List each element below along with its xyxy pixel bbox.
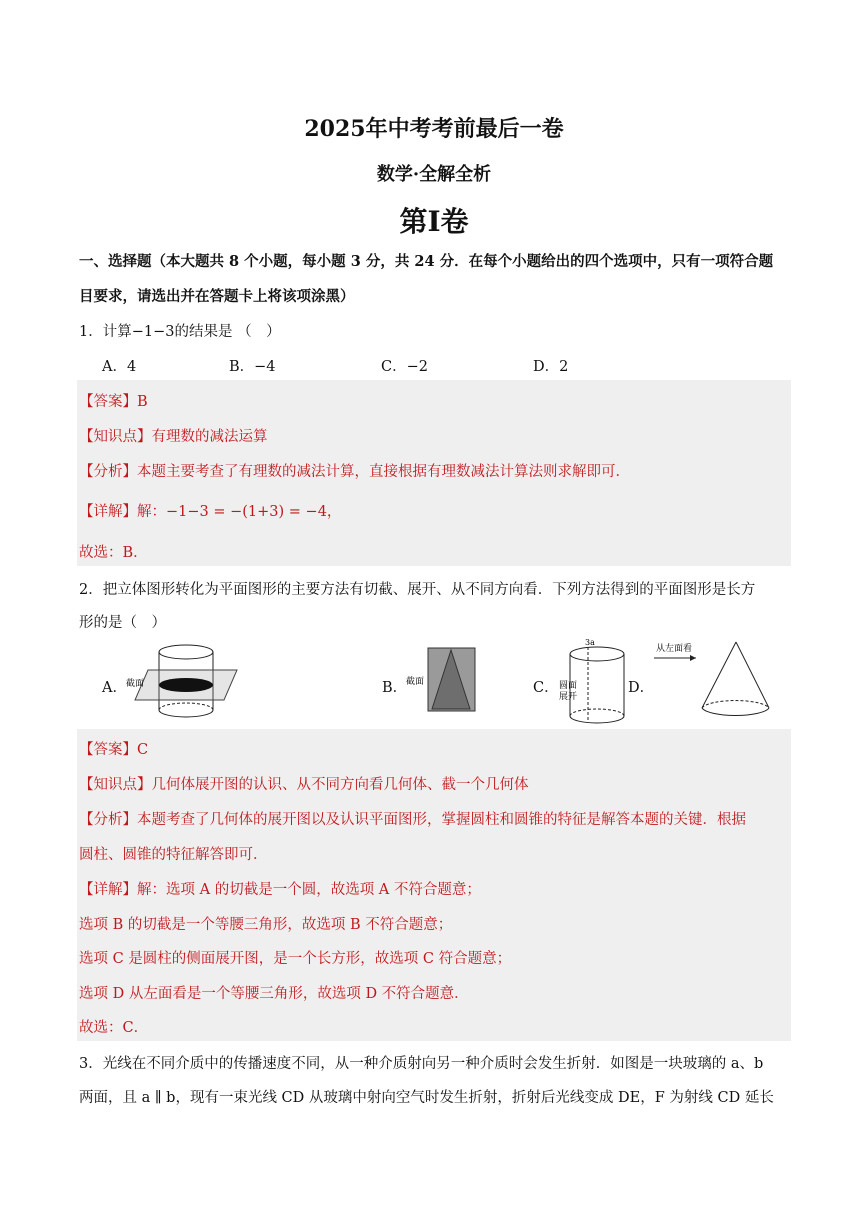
q2-fig-d-label: 从左面看 (656, 644, 693, 654)
q2-figure-b (402, 643, 482, 718)
q2-figure-d (652, 636, 777, 726)
q1-option-d: D．2 (533, 359, 569, 375)
q2-detail-line2: 选项 B 的切截是一个等腰三角形，故选项 B 不符合题意； (79, 917, 453, 933)
q3-stem-line2: 两面，且 a ∥ b，现有一束光线 CD 从玻璃中射向空气时发生折射，折射后光线变成 DE，F 为射线 CD 延长 (79, 1090, 774, 1106)
q2-stem-line2: 形的是（ ） (79, 615, 166, 631)
q1-conclusion: 故选：B． (79, 545, 148, 561)
q1-option-c: C．−2 (381, 359, 428, 375)
q2-analysis-line2: 圆柱、圆锥的特征解答即可． (79, 847, 268, 863)
section-header-line1: 一、选择题（本大题共 8 个小题，每小题 3 分，共 24 分．在每个小题给出的四个选项中，只有一项符合题 (79, 253, 774, 270)
q2-option-b-letter: B． (382, 680, 408, 696)
q1-option-a: A．4 (102, 359, 137, 375)
q2-stem-line1: 2．把立体图形转化为平面图形的主要方法有切截、展开、从不同方向看．下列方法得到的平面图形是长方 (79, 582, 756, 598)
volume-heading: 第I卷 (399, 205, 469, 238)
q2-analysis-line1: 【分析】本题考查了几何体的展开图以及认识平面图形，掌握圆柱和圆锥的特征是解答本题的关键．根据 (79, 812, 746, 828)
q2-option-d-letter: D． (628, 680, 655, 696)
q3-stem-line1: 3．光线在不同介质中的传播速度不同，从一种介质射向另一种介质时会发生折射．如图是一块玻璃的 a、b (79, 1056, 764, 1072)
q1-detail: 【详解】解：−1−3 = −(1+3) = −4， (79, 504, 342, 520)
q1-option-b: B．−4 (229, 359, 276, 375)
q2-option-a-letter: A． (102, 680, 127, 696)
q2-conclusion: 故选：C． (79, 1020, 149, 1036)
q1-stem: 1．计算−1−3的结果是 （ ） (79, 324, 281, 340)
q2-fig-c-side-label1: 圆面 (559, 681, 578, 691)
q2-fig-b-label: 截面 (406, 677, 425, 687)
q2-figure-c (555, 636, 630, 728)
q2-answer: 【答案】C (79, 742, 149, 758)
q2-figure-a (122, 640, 242, 725)
q2-detail-line4: 选项 D 从左面看是一个等腰三角形，故选项 D 不符合题意． (79, 986, 469, 1002)
q2-fig-c-top-label: 3a (585, 638, 595, 647)
q1-analysis: 【分析】本题主要考查了有理数的减法计算，直接根据有理数减法计算法则求解即可． (79, 464, 630, 480)
q2-detail-line3: 选项 C 是圆柱的侧面展开图，是一个长方形，故选项 C 符合题意； (79, 951, 512, 967)
page-subtitle: 数学·全解全析 (376, 164, 492, 185)
q2-fig-c-side-label2: 展开 (559, 692, 578, 702)
q2-knowledge-point: 【知识点】几何体展开图的认识、从不同方向看几何体、截一个几何体 (79, 777, 529, 793)
q2-option-c-letter: C． (533, 680, 559, 696)
q2-detail-line1: 【详解】解：选项 A 的切截是一个圆，故选项 A 不符合题意； (79, 882, 481, 898)
q1-knowledge-point: 【知识点】有理数的减法运算 (79, 429, 268, 445)
page-title: 2025年中考考前最后一卷 (304, 116, 564, 142)
section-header-line2: 目要求，请选出并在答题卡上将该项涂黑） (79, 288, 355, 305)
q2-fig-a-label: 截面 (126, 679, 145, 689)
q1-answer: 【答案】B (79, 394, 148, 410)
